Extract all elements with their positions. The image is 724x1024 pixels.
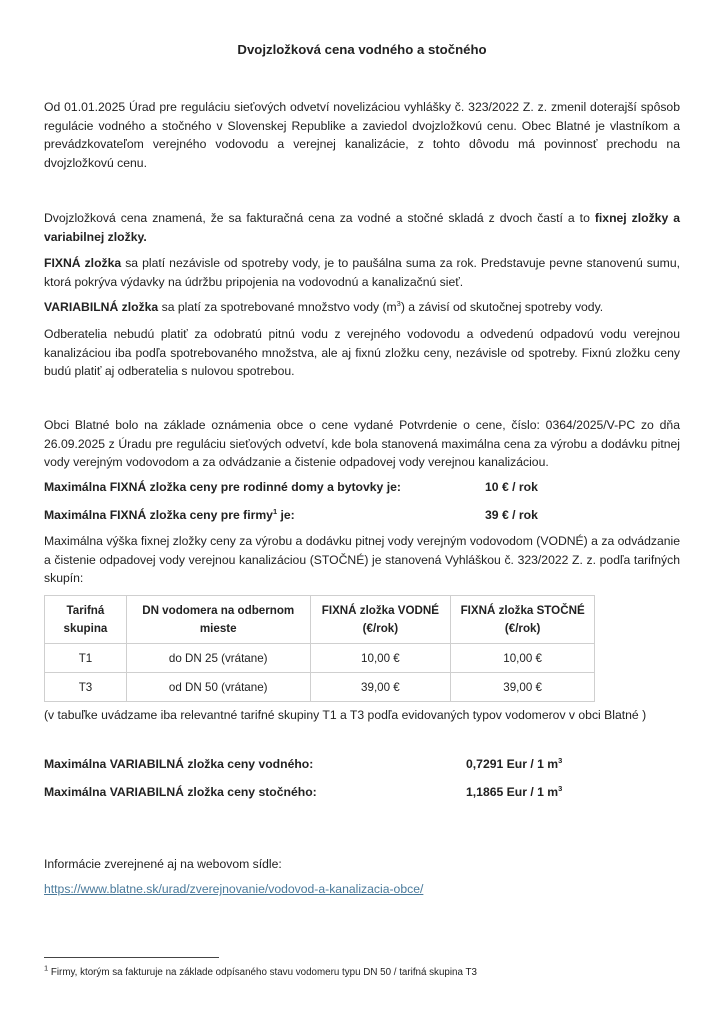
footnote-divider [44, 957, 219, 958]
table-cell: 39,00 € [451, 673, 595, 702]
definition-text: Dvojzložková cena znamená, že sa fakturačná cena za vodné a stočné skladá z dvoch častí a to [44, 211, 595, 225]
variable-text-after: ) a závisí od skutočnej spotreby vody. [400, 300, 604, 314]
table-cell: T1 [45, 644, 127, 673]
cubic-superscript: 3 [396, 298, 401, 308]
footnote-reference: 1 [272, 506, 278, 516]
header-fixed-sewage: FIXNÁ zložka STOČNÉ (€/rok) [451, 596, 595, 644]
max-variable-sewage-row [44, 785, 680, 803]
definition-bold: fixnej zložky a variabilnej zložky. [44, 211, 680, 244]
variable-component-term: VARIABILNÁ zložka [44, 300, 159, 314]
table-note: (v tabuľke uvádzame iba relevantné tarifné skupiny T1 a T3 podľa evidovaných typov vodomerov v obci Blatné ) [44, 708, 647, 722]
variable-component-paragraph [44, 298, 680, 317]
max-variable-water-value: 0,7291 Eur / 1 m [466, 757, 559, 771]
intro-paragraph: Od 01.01.2025 Úrad pre reguláciu sieťových odvetví novelizáciou vyhlášky č. 323/2022 Z. z. zmenil doterajší spôsob regulácie vodného a stočného v Slovenskej Republike a zaviedol dvojzložkovú cenu. Obec Blatné je vlastníkom a prevádzkovateľom verejného vodovodu a verejnej kanalizácie, z tohto dôvodu má povinnosť prechodu na dvojzložkovú cenu. [44, 100, 680, 170]
consumers-paragraph: Odberatelia nebudú platiť za odobratú pitnú vodu z verejného vodovodu a odvedenú odpadovú vodu verejnou kanalizáciou iba podľa spotrebovaného množstva, ale aj fixnú zložku ceny, nezávisle od spotreby. Fixnú zložku ceny budú platiť aj odberatelia s nulovou spotrebou. [44, 327, 680, 378]
max-fixed-firms-row [44, 508, 680, 526]
max-fixed-firms-value: 39 € / rok [485, 508, 538, 522]
table-row [45, 673, 595, 702]
confirmation-paragraph: Obci Blatné bolo na základe oznámenia obce o cene vydané Potvrdenie o cene, číslo: 0364/2025/V-PC zo dňa 26.09.2025 z Úradu pre reguláciu sieťových odvetví, kde bola stanovená maximálna cena za výrobu a dodávku pitnej vody verejným vodovodom a za odvádzanie a čistenie odpadovej vody verejnou kanalizáciou. [44, 418, 680, 469]
document-title: Dvojzložková cena vodného a stočného [237, 42, 487, 57]
max-fixed-houses-row [44, 480, 680, 498]
info-text: Informácie zverejnené aj na webovom sídle: [44, 857, 282, 871]
tariff-intro-paragraph: Maximálna výška fixnej zložky ceny za výrobu a dodávku pitnej vody verejným vodovodom (VODNÉ) a za odvádzanie a čistenie odpadovej vody verejnou kanalizáciou (STOČNÉ) je stanovená Vyhláškou č. 323/2022 Z. z. podľa tarifných skupín: [44, 534, 680, 585]
max-fixed-firms-label-group [44, 508, 295, 522]
cubic-superscript: 3 [558, 783, 563, 793]
website-link[interactable]: https://www.blatne.sk/urad/zverejnovanie/vodovod-a-kanalizacia-obce/ [44, 882, 424, 896]
cubic-superscript: 3 [558, 755, 563, 765]
tariff-table-header-row [45, 596, 595, 644]
fixed-component-paragraph [44, 254, 680, 291]
header-dn-meter: DN vodomera na odbernom mieste [126, 596, 310, 644]
footnote-mark: 1 [44, 963, 49, 973]
footnote [44, 963, 477, 978]
table-cell: 10,00 € [310, 644, 451, 673]
max-variable-sewage-value: 1,1865 Eur / 1 m [466, 785, 559, 799]
max-fixed-houses-value: 10 € / rok [485, 480, 538, 494]
website-link-line [44, 880, 680, 899]
definition-paragraph [44, 209, 680, 246]
fixed-component-text: sa platí nezávisle od spotreby vody, je to paušálna suma za rok. Predstavuje pevne stanovenú sumu, ktorá pokrýva výdavky na údržbu pripojenia na vodovodnú a kanalizačnú sieť. [44, 256, 680, 289]
table-cell: 10,00 € [451, 644, 595, 673]
max-fixed-houses-label: Maximálna FIXNÁ zložka ceny pre rodinné domy a bytovky je: [44, 480, 401, 494]
header-fixed-water: FIXNÁ zložka VODNÉ (€/rok) [310, 596, 451, 644]
table-cell: 39,00 € [310, 673, 451, 702]
max-fixed-firms-colon: je: [277, 508, 295, 522]
max-variable-sewage-value-group [466, 785, 562, 799]
max-fixed-firms-label: Maximálna FIXNÁ zložka ceny pre firmy [44, 508, 273, 522]
variable-text-before: sa platí za spotrebované množstvo vody (m [158, 300, 397, 314]
max-variable-water-row [44, 757, 680, 775]
footnote-text: Firmy, ktorým sa fakturuje na základe odpísaného stavu vodomeru typu DN 50 / tarifná skupina T3 [48, 967, 477, 978]
table-cell: T3 [45, 673, 127, 702]
header-tariff-group: Tarifná skupina [45, 596, 127, 644]
max-variable-water-label: Maximálna VARIABILNÁ zložka ceny vodného: [44, 757, 314, 771]
max-variable-sewage-label: Maximálna VARIABILNÁ zložka ceny stočného: [44, 785, 317, 799]
table-cell: od DN 50 (vrátane) [126, 673, 310, 702]
max-variable-water-value-group [466, 757, 562, 771]
fixed-component-term: FIXNÁ zložka [44, 256, 122, 270]
table-cell: do DN 25 (vrátane) [126, 644, 310, 673]
tariff-table [44, 595, 595, 702]
table-row [45, 644, 595, 673]
